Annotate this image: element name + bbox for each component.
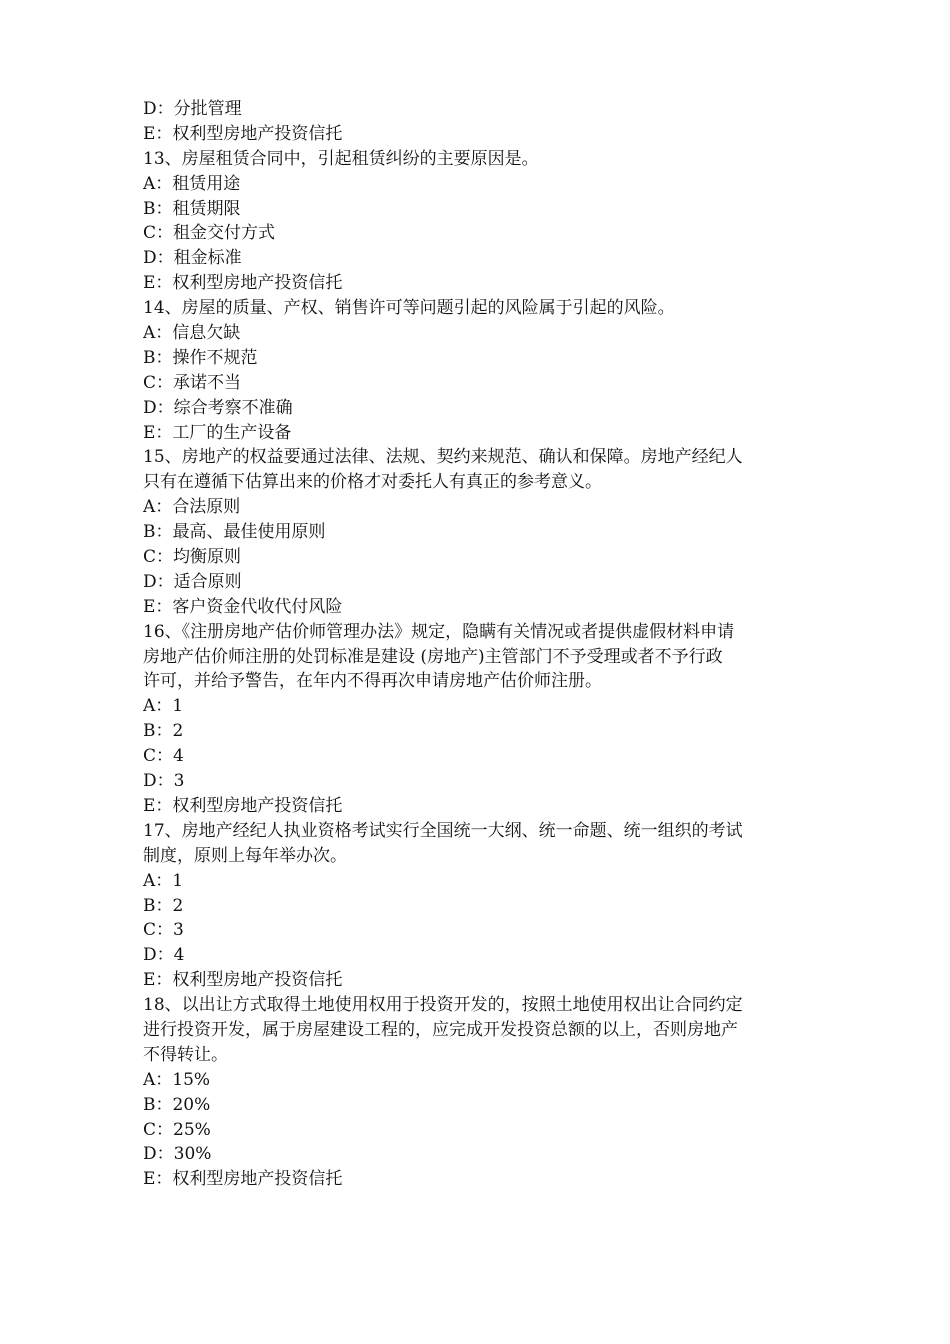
- question-17-line-1: 17、房地产经纪人执业资格考试实行全国统一大纲、统一命题、统一组织的考试: [143, 820, 743, 841]
- option-e-q12: E：权利型房地产投资信托: [143, 123, 343, 144]
- question-16-line-3: 许可，并给予警告，在年内不得再次申请房地产估价师注册。: [143, 671, 602, 692]
- question-16-line-1: 16、《注册房地产估价师管理办法》规定，隐瞒有关情况或者提供虚假材料申请: [143, 621, 735, 642]
- option-e-q15: E：客户资金代收代付风险: [143, 596, 343, 617]
- document-body: [143, 97, 815, 1192]
- option-e-q18: E：权利型房地产投资信托: [143, 1169, 343, 1190]
- option-e-q14: E：工厂的生产设备: [143, 422, 292, 443]
- option-d-q17: D：4: [143, 945, 185, 966]
- question-18-line-2: 进行投资开发，属于房屋建设工程的，应完成开发投资总额的以上，否则房地产: [143, 1019, 738, 1040]
- option-d-q15: D：适合原则: [143, 571, 242, 592]
- option-c-q14: C：承诺不当: [143, 372, 242, 393]
- option-b-q14: B：操作不规范: [143, 347, 258, 368]
- question-17-line-2: 制度，原则上每年举办次。: [143, 845, 347, 866]
- option-e-q17: E：权利型房地产投资信托: [143, 970, 343, 991]
- option-b-q17: B：2: [143, 895, 184, 916]
- option-a-q17: A：1: [143, 870, 184, 891]
- option-d-q14: D：综合考察不准确: [143, 397, 293, 418]
- option-c-q18: C：25%: [143, 1119, 211, 1140]
- option-d-q13: D：租金标准: [143, 248, 242, 269]
- question-14: 14、房屋的质量、产权、销售许可等问题引起的风险属于引起的风险。: [143, 298, 675, 319]
- option-b-q18: B：20%: [143, 1094, 211, 1115]
- option-a-q18: A：15%: [143, 1069, 211, 1090]
- question-18-line-1: 18、以出让方式取得土地使用权用于投资开发的，按照土地使用权出让合同约定: [143, 995, 743, 1016]
- option-c-q13: C：租金交付方式: [143, 223, 276, 244]
- option-c-q17: C：3: [143, 920, 184, 941]
- question-15-line-2: 只有在遵循下估算出来的价格才对委托人有真正的参考意义。: [143, 472, 602, 493]
- question-15-line-1: 15、房地产的权益要通过法律、法规、契约来规范、确认和保障。房地产经纪人: [143, 447, 743, 468]
- option-d-q18: D：30%: [143, 1144, 212, 1165]
- option-e-q16: E：权利型房地产投资信托: [143, 795, 343, 816]
- question-16-line-2: 房地产估价师注册的处罚标准是建设 (房地产)主管部门不予受理或者不予行政: [143, 646, 723, 667]
- option-a-q13: A：租赁用途: [143, 173, 241, 194]
- option-b-q16: B：2: [143, 721, 184, 742]
- option-d-q12: D：分批管理: [143, 99, 242, 119]
- option-c-q16: C：4: [143, 746, 184, 767]
- question-13: 13、房屋租赁合同中，引起租赁纠纷的主要原因是。: [143, 148, 539, 169]
- option-b-q15: B：最高、最佳使用原则: [143, 522, 326, 543]
- option-a-q14: A：信息欠缺: [143, 323, 241, 344]
- option-c-q15: C：均衡原则: [143, 547, 242, 568]
- option-d-q16: D：3: [143, 771, 185, 792]
- option-a-q16: A：1: [143, 696, 184, 717]
- option-e-q13: E：权利型房地产投资信托: [143, 273, 343, 294]
- option-b-q13: B：租赁期限: [143, 198, 241, 219]
- option-a-q15: A：合法原则: [143, 497, 241, 518]
- question-18-line-3: 不得转让。: [143, 1044, 228, 1065]
